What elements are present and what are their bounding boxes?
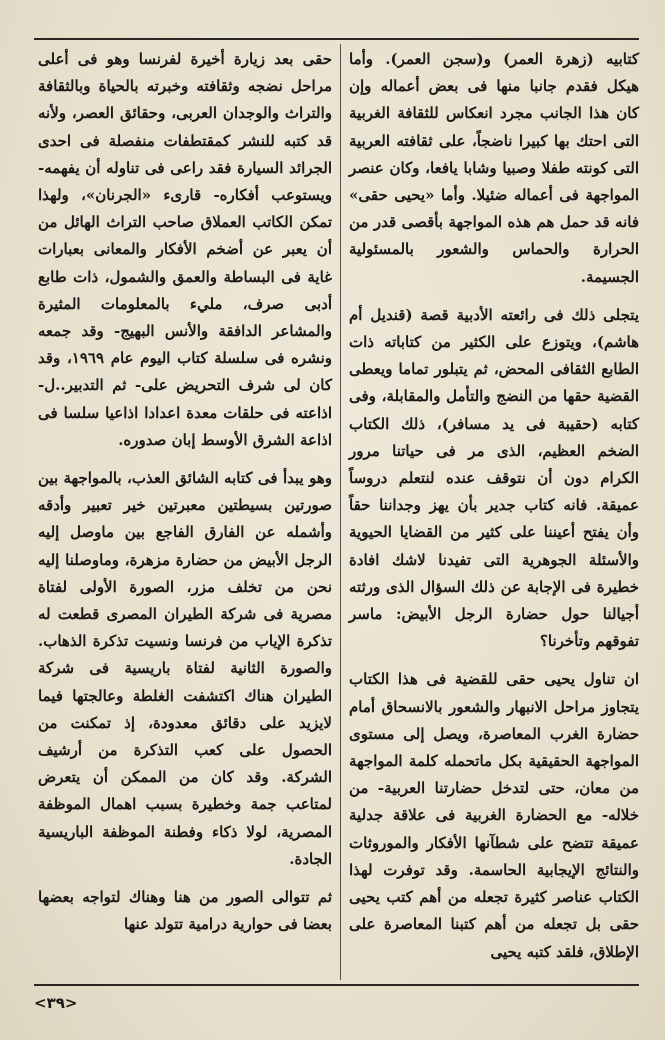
paragraph: ان تناول يحيى حقى للقضية فى هذا الكتاب يتجاوز مراحل الانبهار والشعور بالانسحاق أمام حضارة الغرب المعاصرة، ويصل إلى مستوى المواجهة الحقيقية بكل ماتحمله كلمة المواجهة من معان، حتى لتدخل حضارتنا العربية- من خلاله- مع الحضارة الغربية فى علاقة جدلية عميقة تتضح على شطآنها الأفكار والموروثات والنتائج الإيجابية الحاسمة. وقد توفرت لهذا الكتاب عناصر كثيرة تجعله من أهم كتب يحيى حقى بل تجعله من أهم كتبنا المعاصرة على الإطلاق، فلقد كتبه يحيى bbox=[349, 670, 639, 961]
paragraph: ثم تتوالى الصور من هنا وهناك لتواجه بعضها بعضا فى حوارية درامية تتولد عنها bbox=[38, 888, 332, 934]
paragraph: يتجلى ذلك فى رائعته الأدبية قصة (قنديل أم هاشم)، ويتوزع على الكثير من كتاباته ذات الطابع الثقافى المحض، ثم يتبلور تماما ويعطى القضية حقها من النضج والتأمل والمقابلة، وفى كتابه (حقيبة فى يد مسافر)، ذلك الكتاب الضخم العظيم، الذى مر فى حياتنا مرور الكرام دون أن نتوقف عنده لنتعلم دروساً عميقة. فانه كتاب جدير بأن يهز وجداننا حقاً وأن يفتح أعيننا على كثير من القضايا الحيوية والأسئلة الجوهرية التى تفيدنا لاشك افادة خطيرة فى الإجابة عن ذلك السؤال الذى ورثته أجيالنا حول حضارة الرجل الأبيض: ماسر تفوقهم وتأخرنا؟ bbox=[349, 305, 639, 651]
bottom-rule bbox=[34, 984, 639, 986]
top-rule bbox=[34, 38, 639, 40]
paragraph: كتابيه (زهرة العمر) و(سجن العمر). وأما هيكل فقدم جانبا منها فى بعض أعماله وإن كان هذا الجانب مجرد انعكاس للثقافة الغربية التى احتك بها كبيرا ناضجاً، على ثقافته العربية التى كونته طفلا وصبيا وشابا يافعا، وكان عنصر المواجهة فى أعماله ضئيلا. وأما «يحيى حقى» فانه قد حمل هم هذه المواجهة بأقصى قدر من الحرارة والحماس والشعور بالمسئولية الجسيمة. bbox=[349, 50, 639, 286]
paragraph: وهو يبدأ فى كتابه الشائق العذب، بالمواجهة بين صورتين بسيطتين معبرتين خير تعبير وأدقه وأشمله عن الفارق الفاجع بين ماوصل إليه الرجل الأبيض من حضارة مزهرة، وماوصلنا إليه نحن من تخلف مزر، الصورة الأولى لفتاة مصرية فى شركة الطيران المصرى قطعت له تذكرة الإياب من فرنسا ونسيت تذكرة الذهاب. والصورة الثانية لفتاة باريسية فى شركة الطيران هناك اكتشفت الغلطة وعالجتها فيما لايزيد على دقائق معدودة، إذ تمكنت من الحصول على كعب التذكرة من أرشيف الشركة. وقد كان من الممكن أن يتعرض لمتاعب جمة وخطيرة بسبب اهمال الموظفة المصرية، لولا ذكاء وفطنة الموظفة الباريسية الجادة. bbox=[38, 469, 332, 868]
column-divider bbox=[340, 44, 341, 980]
paragraph: حقى بعد زيارة أخيرة لفرنسا وهو فى أعلى مراحل نضجه وثقافته وخبرته بالحياة وبالثقافة والتراث والوجدان العربى، وحقائق العصر، ولأنه قد كتبه للنشر كمقتطفات منفصلة فى احدى الجرائد السيارة فقد راعى فى تناوله أن يفهمه- ويستوعب أفكاره- قارىء «الجرنان»، ولهذا تمكن الكاتب العملاق صاحب التراث الهائل من أن يعبر عن أضخم الأفكار والمعانى بعبارات غاية فى البساطة والعمق والشمول، ذات طابع أدبى صرف، مليء بالمعلومات المثيرة والمشاعر الدافقة والأنس البهيج- وقد جمعه ونشره فى سلسلة كتاب اليوم عام ١٩٦٩، وقد كان لى شرف التحريض على- ثم التدبير..ل- اذاعته فى حلقات معدة اعدادا اذاعيا سلسا فى اذاعة الشرق الأوسط إبان صدوره. bbox=[38, 50, 332, 449]
left-column bbox=[38, 46, 332, 950]
page-number: <٣٩> bbox=[34, 994, 78, 1012]
right-column bbox=[349, 46, 639, 977]
